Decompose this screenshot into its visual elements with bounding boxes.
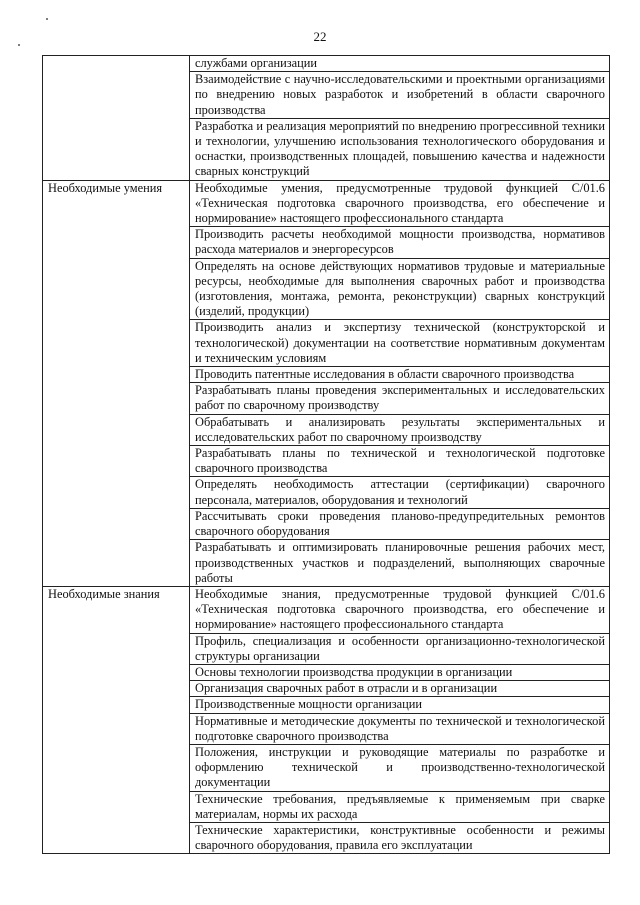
requirement-item: Положения, инструкции и руководящие материалы по разработке и оформлению технической и производственно-технологической документации	[190, 744, 610, 791]
page-number: 22	[313, 29, 327, 44]
row-label	[43, 56, 190, 181]
requirement-item: Разрабатывать планы по технической и технологической подготовке сварочного производства	[190, 446, 610, 477]
requirement-item: Взаимодействие с научно-исследовательскими и проектными организациями по внедрению новых разработок и изобретений в области сварочного производства	[190, 72, 610, 119]
requirement-item: Нормативные и методические документы по технической и технологической подготовке сварочного производства	[190, 713, 610, 744]
table-row	[43, 586, 610, 633]
requirement-item: Технические требования, предъявляемые к применяемым при сварке материалам, нормы их расхода	[190, 791, 610, 822]
requirement-item: Необходимые знания, предусмотренные трудовой функцией C/01.6 «Техническая подготовка сварочного производства, его обеспечение и нормирование» настоящего профессионального стандарта	[190, 586, 610, 633]
row-label: Необходимые знания	[43, 586, 190, 853]
requirement-item: службами организации	[190, 56, 610, 72]
requirement-item: Производить расчеты необходимой мощности производства, нормативов расхода материалов и энергоресурсов	[190, 227, 610, 258]
requirements-table	[42, 55, 610, 854]
requirement-item: Обрабатывать и анализировать результаты экспериментальных и исследовательских работ по сварочному производству	[190, 414, 610, 445]
row-label: Необходимые умения	[43, 180, 190, 586]
scan-speck	[18, 44, 20, 46]
requirement-item: Разрабатывать планы проведения экспериментальных и исследовательских работ по сварочному производству	[190, 383, 610, 414]
scan-speck	[46, 18, 48, 20]
requirement-item: Организация сварочных работ в отрасли и в организации	[190, 681, 610, 697]
table-row	[43, 180, 610, 227]
requirement-item: Основы технологии производства продукции в организации	[190, 664, 610, 680]
requirement-item: Разрабатывать и оптимизировать планировочные решения рабочих мест, производственных участков и подразделений, выполняющих сварочные работы	[190, 540, 610, 587]
requirement-item: Технические характеристики, конструктивные особенности и режимы сварочного оборудования, правила его эксплуатации	[190, 822, 610, 853]
requirement-item: Определять необходимость аттестации (сертификации) сварочного персонала, материалов, оборудования и технологий	[190, 477, 610, 508]
requirement-item: Производственные мощности организации	[190, 697, 610, 713]
requirement-item: Проводить патентные исследования в области сварочного производства	[190, 367, 610, 383]
requirement-item: Необходимые умения, предусмотренные трудовой функцией C/01.6 «Техническая подготовка сварочного производства, его обеспечение и нормирование» настоящего профессионального стандарта	[190, 180, 610, 227]
requirement-item: Определять на основе действующих нормативов трудовые и материальные ресурсы, необходимые для выполнения сварочных работ и производства (изготовления, монтажа, ремонта, реконструкции) сварных конструкций (изделий, продукции)	[190, 258, 610, 320]
requirement-item: Разработка и реализация мероприятий по внедрению прогрессивной техники и технологии, улучшению использования технологического оборудования и оснастки, производственных площадей, повышению качества и надежности сварных конструкций	[190, 118, 610, 180]
table-row	[43, 56, 610, 72]
requirement-item: Рассчитывать сроки проведения планово-предупредительных ремонтов сварочного оборудования	[190, 508, 610, 539]
requirement-item: Производить анализ и экспертизу технической (конструкторской и технологической) документации на соответствие нормативным документам и техническим условиям	[190, 320, 610, 367]
requirement-item: Профиль, специализация и особенности организационно-технологической структуры организации	[190, 633, 610, 664]
